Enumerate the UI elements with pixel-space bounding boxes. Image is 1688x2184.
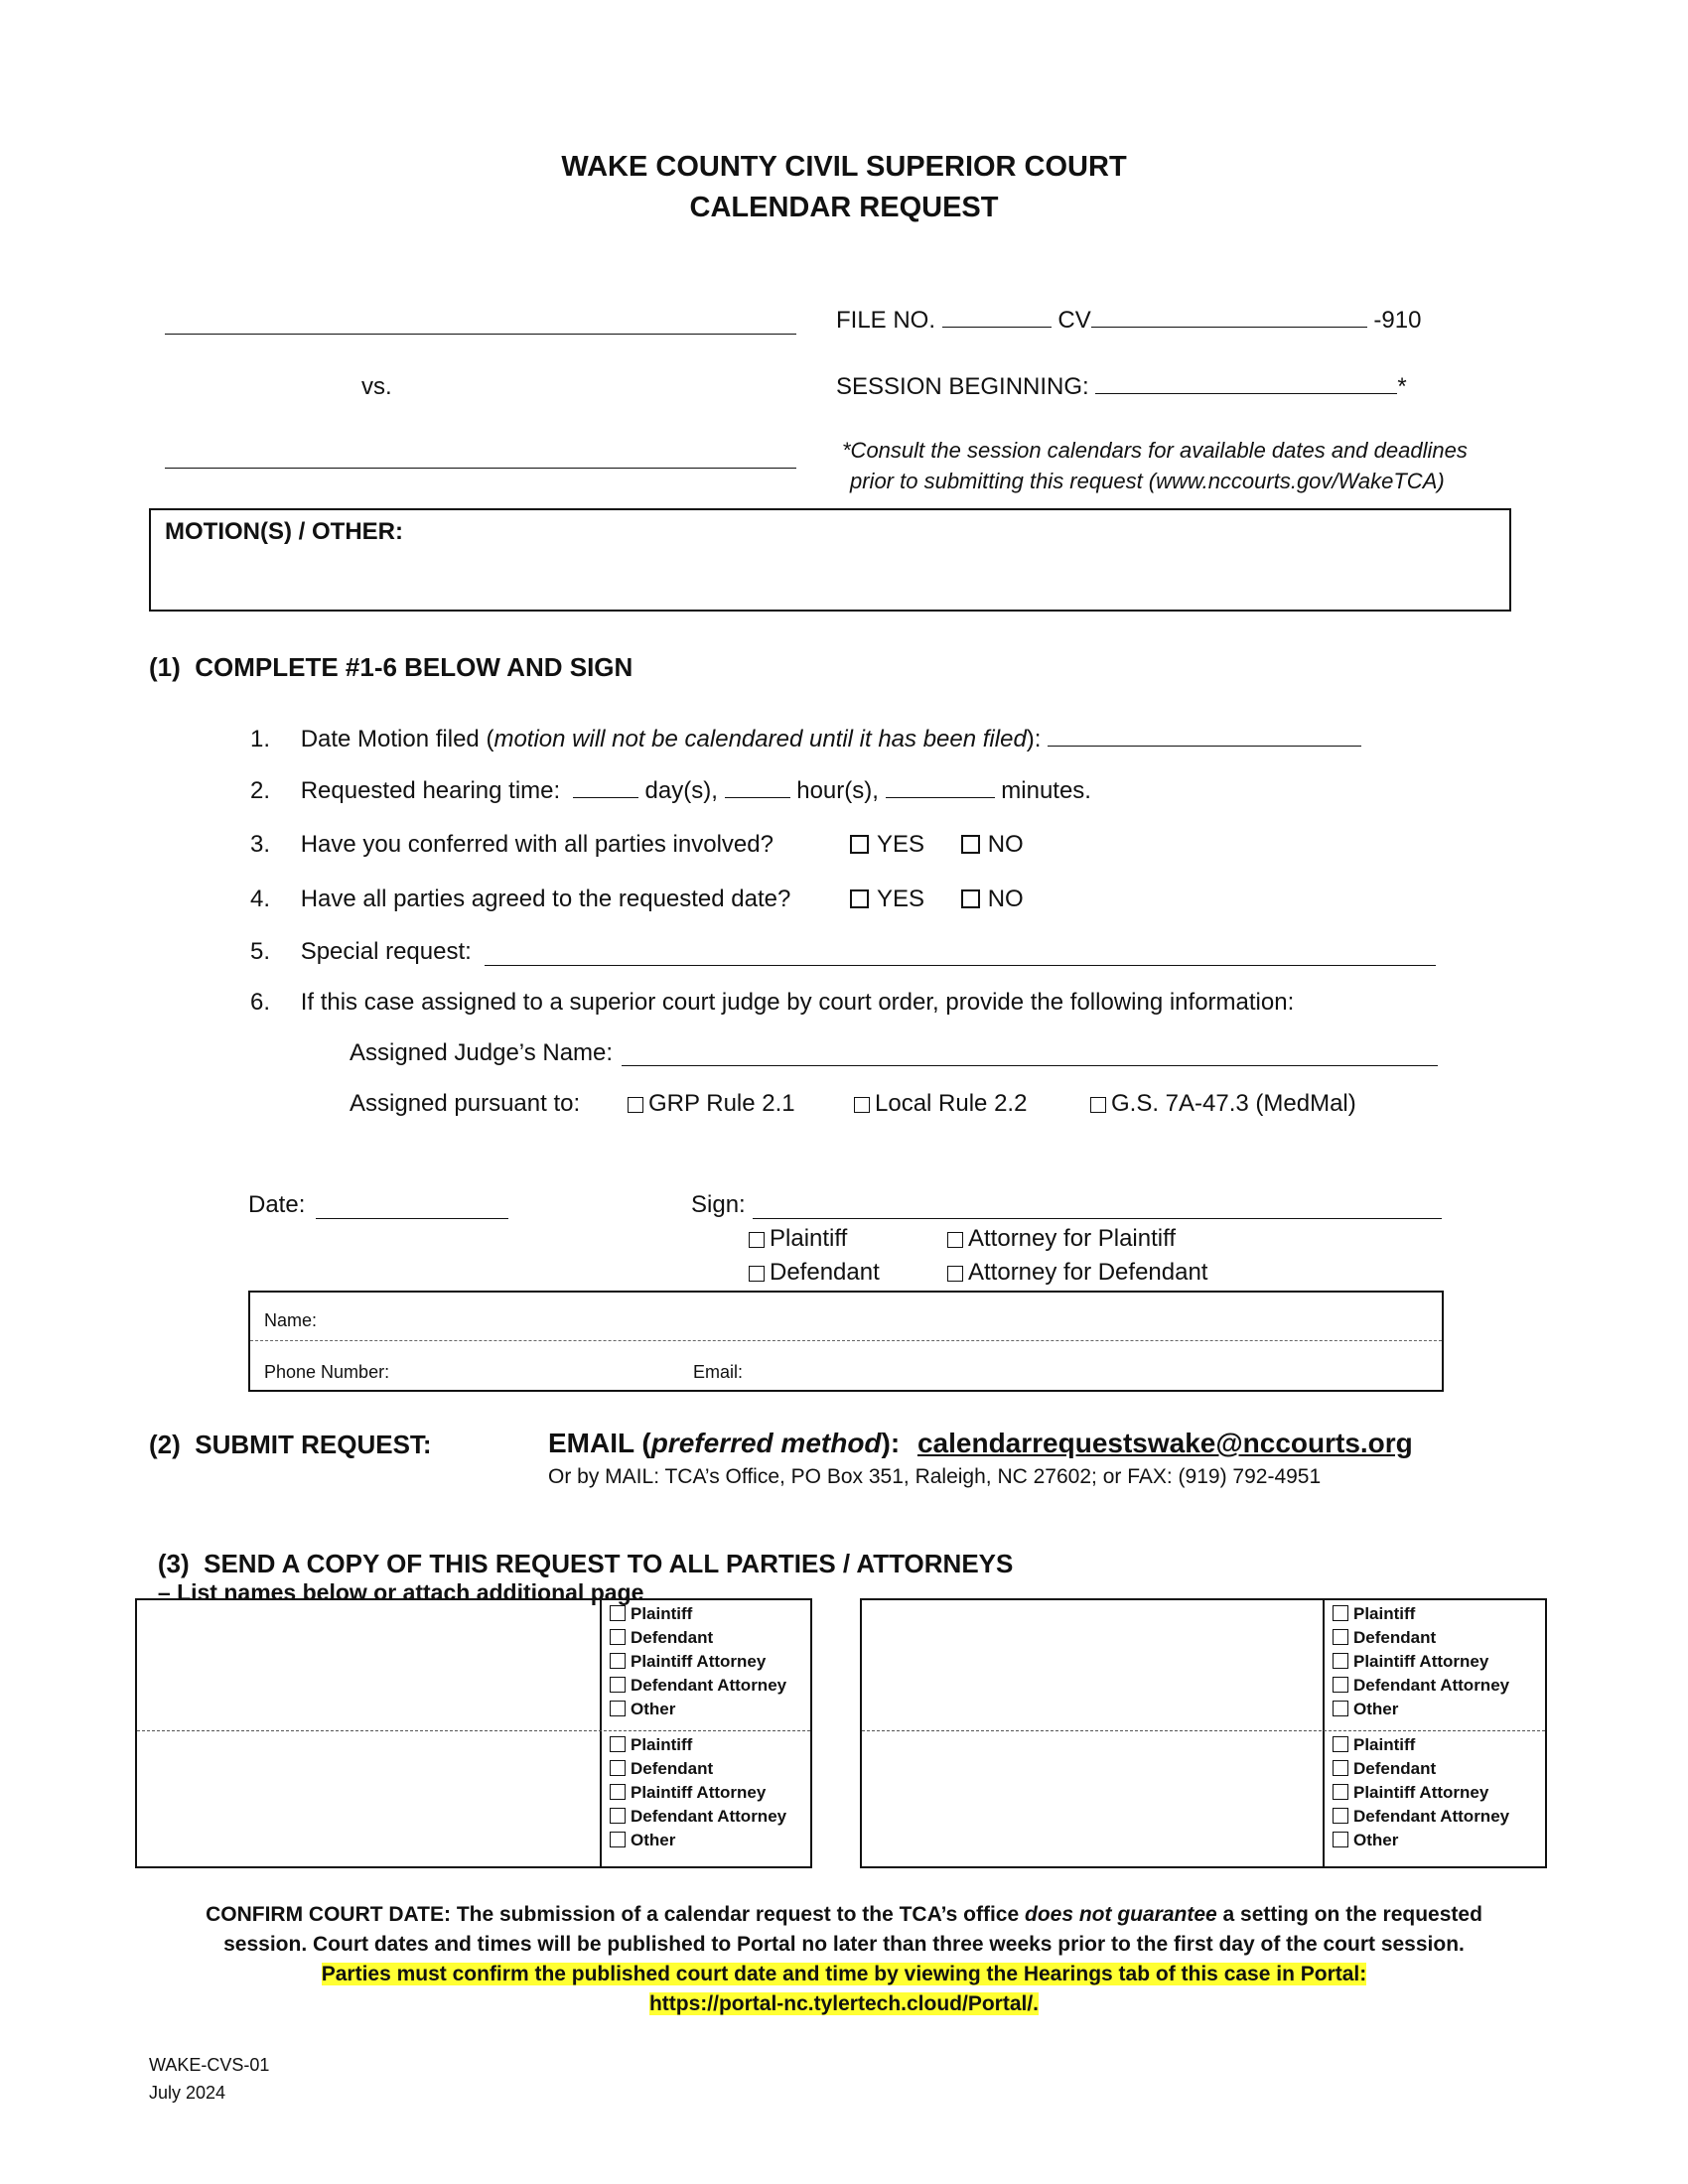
item-2 [250,777,1091,805]
email-row [548,1428,1413,1459]
option-label: Defendant [631,1628,714,1647]
option-checkbox[interactable] [1333,1653,1348,1669]
confirm-line-1b: a setting on the requested [1216,1903,1482,1926]
mail-instructions: Or by MAIL: TCA’s Office, PO Box 351, Raleigh, NC 27602; or FAX: (919) 792-4951 [548,1465,1322,1488]
grp-rule-checkbox[interactable] [628,1097,643,1113]
party-table-right-divider [1323,1600,1325,1866]
file-year-field[interactable] [942,326,1052,328]
item-6-text: If this case assigned to a superior court judge by court order, provide the following information: [300,989,1295,1016]
hours-label: hour(s), [796,777,879,804]
party-name-field-4[interactable] [872,1739,1309,1858]
date-field[interactable] [316,1218,508,1219]
item-2-text: Requested hearing time: [300,777,561,804]
pursuant-option-1[interactable] [628,1090,795,1118]
party-table-left-row-divider [137,1730,810,1731]
role-atty-plaintiff[interactable] [947,1225,1176,1253]
motion-label: MOTION(S) / OTHER: [165,518,403,545]
option-checkbox[interactable] [610,1736,626,1752]
party-option[interactable] [610,1626,786,1650]
party-option[interactable] [1333,1757,1509,1781]
party-option[interactable] [1333,1781,1509,1805]
party-options-2 [610,1733,786,1852]
option-checkbox[interactable] [1333,1701,1348,1716]
agreed-options [850,886,1024,913]
confirm-line-1-italic: does not guarantee [1025,1903,1217,1926]
agreed-no-label: NO [987,886,1024,912]
option-label: Plaintiff Attorney [631,1652,767,1671]
party-option[interactable] [610,1698,786,1721]
form-id: WAKE-CVS-01 [149,2055,270,2075]
judge-name-label: Assigned Judge’s Name: [350,1039,614,1066]
party-option[interactable] [1333,1829,1509,1852]
role-atty-plaintiff-checkbox[interactable] [947,1232,963,1248]
minutes-label: minutes. [1001,777,1091,804]
pursuant-option-2[interactable] [854,1090,1027,1118]
role-atty-defendant-label: Attorney for Defendant [968,1259,1208,1286]
session-date-field[interactable] [1095,392,1397,394]
defendant-name-field[interactable] [165,468,796,469]
party-name-field-3[interactable] [872,1608,1309,1723]
role-atty-defendant-checkbox[interactable] [947,1266,963,1282]
item-3-text: Have you conferred with all parties involved? [300,831,774,858]
item-1-text: Date Motion filed ( [300,726,494,752]
item-1-num: 1. [250,726,271,752]
option-label: Defendant Attorney [1353,1807,1510,1826]
role-atty-defendant[interactable] [947,1259,1207,1287]
party-option[interactable] [610,1650,786,1674]
vs-label: vs. [361,373,392,400]
portal-link[interactable]: https://portal-nc.tylertech.cloud/Portal/. [648,1992,1040,2015]
role-atty-plaintiff-label: Attorney for Plaintiff [968,1225,1176,1252]
option-checkbox[interactable] [1333,1605,1348,1621]
judge-name-field[interactable] [622,1065,1438,1066]
confirm-notice [99,1900,1589,2019]
days-label: day(s), [644,777,718,804]
agreed-yes-checkbox[interactable] [850,889,869,908]
conferred-no-checkbox[interactable] [961,835,980,854]
option-label: Defendant [1353,1759,1437,1778]
option-checkbox[interactable] [610,1629,626,1645]
role-plaintiff-label: Plaintiff [770,1225,848,1252]
conferred-yes-label: YES [877,831,925,858]
confirm-line-3: Parties must confirm the published court date and time by viewing the Hearings tab of this case in Portal: [321,1963,1367,1985]
cv-label: CV [1057,307,1091,334]
party-option[interactable] [1333,1674,1509,1698]
party-option[interactable] [610,1602,786,1626]
email-preferred: preferred method [650,1428,882,1458]
role-plaintiff-checkbox[interactable] [749,1232,765,1248]
party-options-3 [1333,1602,1509,1721]
item-3 [250,831,774,859]
minutes-field[interactable] [886,796,995,798]
days-field[interactable] [573,796,638,798]
email-link[interactable]: calendarrequestswake@nccourts.org [916,1428,1413,1458]
role-plaintiff[interactable] [749,1225,847,1253]
motion-box[interactable] [149,508,1511,612]
party-table-left [135,1598,812,1868]
file-number-field[interactable] [1091,326,1367,328]
role-defendant-checkbox[interactable] [749,1266,765,1282]
party-option[interactable] [1333,1733,1509,1757]
party-option[interactable] [610,1733,786,1757]
option-checkbox[interactable] [610,1808,626,1824]
signature-field[interactable] [753,1218,1442,1219]
section1-heading: (1) COMPLETE #1-6 BELOW AND SIGN [149,652,633,682]
file-no-label: FILE NO. [836,307,936,334]
motion-filed-date-field[interactable] [1048,745,1361,747]
party-options-4 [1333,1733,1509,1852]
party-option[interactable] [1333,1650,1509,1674]
item-4 [250,886,790,913]
option-label: Defendant Attorney [631,1676,787,1695]
conferred-options [850,831,1024,859]
pursuant-label: Assigned pursuant to: [350,1090,581,1117]
option-checkbox[interactable] [610,1605,626,1621]
option-label: Other [631,1700,676,1718]
party-option[interactable] [610,1805,786,1829]
conferred-yes-checkbox[interactable] [850,835,869,854]
party-option[interactable] [1333,1805,1509,1829]
plaintiff-name-field[interactable] [165,334,796,335]
option-label: Other [1353,1831,1399,1849]
option-checkbox[interactable] [1333,1629,1348,1645]
option-label: Plaintiff Attorney [1353,1652,1489,1671]
confirm-line-1 [99,1900,1589,1930]
option-label: Defendant [631,1759,714,1778]
option-checkbox[interactable] [1333,1832,1348,1847]
session-note-line1: *Consult the session calendars for available dates and deadlines [842,438,1468,463]
party-table-right-row-divider [862,1730,1545,1731]
agreed-no-checkbox[interactable] [961,889,980,908]
item-4-text: Have all parties agreed to the requested date? [300,886,791,912]
party-option[interactable] [610,1757,786,1781]
medmal-label: G.S. 7A-47.3 (MedMal) [1111,1090,1356,1117]
item-1-close: ): [1026,726,1042,752]
party-name-field-2[interactable] [147,1739,584,1858]
item-6-num: 6. [250,989,271,1016]
contact-phone-label: Phone Number: [264,1362,390,1382]
option-checkbox[interactable] [610,1653,626,1669]
form-title: WAKE COUNTY CIVIL SUPERIOR COURT [561,151,1127,183]
party-option[interactable] [1333,1602,1509,1626]
party-table-right [860,1598,1547,1868]
option-label: Defendant [1353,1628,1437,1647]
session-label: SESSION BEGINNING: [836,373,1089,400]
option-label: Plaintiff [1353,1735,1416,1754]
section3-subheading: – List names below or attach additional page [157,1579,644,1605]
party-name-field-1[interactable] [147,1608,584,1723]
form-subtitle: CALENDAR REQUEST [689,192,999,223]
local-rule-label: Local Rule 2.2 [875,1090,1028,1117]
option-label: Plaintiff [631,1604,693,1623]
confirm-line-2: session. Court dates and times will be published to Portal no later than three weeks prior to the first day of the court session. [223,1933,1465,1956]
contact-divider [250,1340,1442,1341]
item-5-text: Special request: [300,938,472,965]
item-3-num: 3. [250,831,271,858]
confirm-line-1a: CONFIRM COURT DATE: The submission of a calendar request to the TCA’s office [206,1903,1025,1926]
option-checkbox[interactable] [1333,1736,1348,1752]
sign-label: Sign: [691,1191,746,1218]
contact-email-label: Email: [693,1362,744,1382]
party-option[interactable] [1333,1626,1509,1650]
special-request-field[interactable] [485,965,1436,966]
conferred-no-label: NO [987,831,1024,858]
party-option[interactable] [610,1829,786,1852]
item-1-italic: motion will not be calendared until it has been filed [493,726,1027,752]
agreed-yes-label: YES [877,886,925,912]
email-label: EMAIL ( [548,1428,651,1458]
option-checkbox[interactable] [610,1677,626,1693]
file-suffix: -910 [1373,307,1422,334]
option-label: Plaintiff [1353,1604,1416,1623]
email-label-close: ): [881,1428,901,1458]
item-1 [250,726,1361,753]
option-label: Plaintiff [631,1735,693,1754]
option-label: Other [1353,1700,1399,1718]
option-label: Defendant Attorney [631,1807,787,1826]
option-checkbox[interactable] [610,1760,626,1776]
party-option[interactable] [610,1674,786,1698]
session-asterisk: * [1397,373,1407,400]
item-5-num: 5. [250,938,271,965]
pursuant-option-3[interactable] [1090,1090,1356,1118]
option-checkbox[interactable] [1333,1808,1348,1824]
option-checkbox[interactable] [1333,1784,1348,1800]
party-options-1 [610,1602,786,1721]
contact-box [248,1291,1444,1392]
party-table-left-divider [600,1600,602,1866]
grp-rule-label: GRP Rule 2.1 [648,1090,795,1117]
file-number-row [836,307,1421,335]
session-note-line2: prior to submitting this request (www.nccourts.gov/WakeTCA) [850,469,1445,493]
option-checkbox[interactable] [610,1784,626,1800]
option-label: Defendant Attorney [1353,1676,1510,1695]
role-defendant[interactable] [749,1259,880,1287]
section2-heading: (2) SUBMIT REQUEST: [149,1430,432,1459]
option-label: Plaintiff Attorney [631,1783,767,1802]
date-label: Date: [248,1191,306,1218]
item-6 [250,989,1294,1017]
local-rule-checkbox[interactable] [854,1097,870,1113]
form-date: July 2024 [149,2083,226,2103]
option-label: Plaintiff Attorney [1353,1783,1489,1802]
option-checkbox[interactable] [1333,1677,1348,1693]
option-label: Other [631,1831,676,1849]
role-defendant-label: Defendant [770,1259,880,1286]
party-option[interactable] [610,1781,786,1805]
section3-heading-row [149,1531,1013,1606]
item-2-num: 2. [250,777,271,804]
party-option[interactable] [1333,1698,1509,1721]
item-5 [250,938,472,966]
item-4-num: 4. [250,886,271,912]
option-checkbox[interactable] [610,1701,626,1716]
session-row [836,373,1407,401]
medmal-checkbox[interactable] [1090,1097,1106,1113]
option-checkbox[interactable] [1333,1760,1348,1776]
contact-name-label: Name: [264,1310,318,1330]
hours-field[interactable] [725,796,790,798]
section3-heading: (3) SEND A COPY OF THIS REQUEST TO ALL PARTIES / ATTORNEYS [157,1549,1014,1578]
option-checkbox[interactable] [610,1832,626,1847]
